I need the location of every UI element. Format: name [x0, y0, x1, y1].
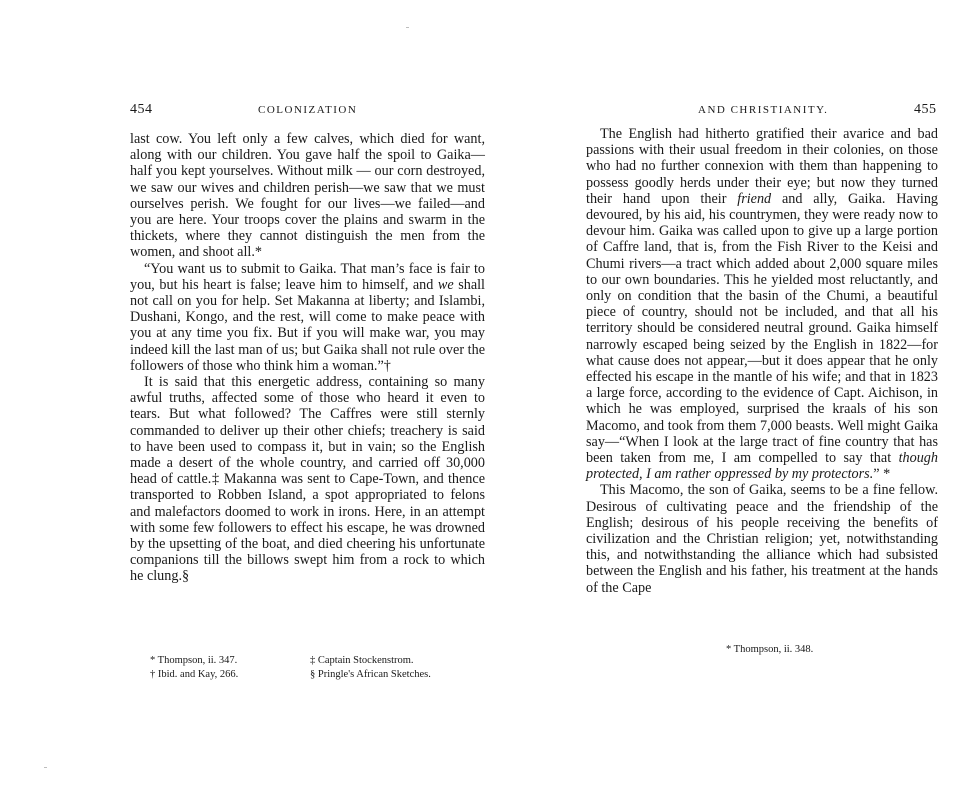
footnote: * Thompson, ii. 347. — [150, 655, 238, 666]
footnote: ‡ Captain Stockenstrom. — [310, 655, 414, 666]
paragraph-text: The English had hitherto gratified their avarice and bad passions with their usual freedom in their colonies, on those who had no further connexion with them than happening to possess goodly herds under their eye; but now they turned their hand upon their — [586, 126, 938, 207]
paragraph-text: and ally, Gaika. Having devoured, by his aid, his countrymen, they were ready now to devour him. Gaika was called upon to give up a large portion of Caffre land, that is, from the Fish River to the Keisi and Chumi rivers—a tract which added about 2,000 square miles to our own boundaries. This he yielded most reluctantly, and only on condition that the basin of the Chumi, a beautiful piece of country, should not be included, and that all his territory should be considered neutral ground. Gaika himself narrowly escaped being seized by the English in 1822—for what cause does not appear,—but it does appear that he only effected his escape in the mantle of his wife; and that in 1823 a large force, according to the evidence of Capt. Aichison, in which he was employed, surprised the kraals of his son Macomo, and took from them 7,000 beasts. Well might Gaika say—“When I look at the large tract of fine country that has been taken from me, I am compelled to say that — [586, 190, 939, 467]
footnotes-left — [150, 654, 480, 682]
running-head-right: AND CHRISTIANITY. — [698, 104, 829, 116]
scan-speck — [406, 27, 409, 28]
right-page — [490, 0, 980, 788]
italic-text: we — [437, 276, 454, 293]
paragraph-text: “You want us to submit to Gaika. That man’s face is fair to you, but his heart is false; leave him to himself, and — [130, 260, 485, 293]
footnote: § Pringle's African Sketches. — [310, 669, 431, 680]
italic-text: friend — [737, 190, 772, 207]
footnote: * Thompson, ii. 348. — [726, 644, 814, 655]
paragraph-text: ” * — [873, 466, 891, 483]
paragraph: last cow. You left only a few calves, which died for want, along with our children. You gave half the spoil to Gaika—half you kept yourselves. Without milk — our corn destroyed, we saw our wives and children perish—we saw that we must ourselves perish. We fought for our lives—we failed—and you are here. Your troops cover the plains and swarm in the thickets, where they cannot distinguish the men from the women, and shoot all.* — [130, 131, 485, 261]
scan-speck — [44, 767, 47, 768]
paragraph: This Macomo, the son of Gaika, seems to be a fine fellow. Desirous of cultivating peace and the friendship of the English; desirous of his people receiving the benefits of civilization and the Christian religion; yet, notwithstanding this, and notwithstanding the alliance which had subsisted between the English and his father, his treatment at the hands of the Cape — [586, 482, 938, 596]
right-body-text — [586, 126, 938, 596]
page-number-right: 455 — [914, 102, 937, 117]
footnote: † Ibid. and Kay, 266. — [150, 669, 239, 680]
paragraph: It is said that this energetic address, containing so many awful truths, affected some of those who heard it even to tears. But what followed? The Caffres were still sternly commanded to deliver up their other chiefs; treachery is said to have been used to compass it, but in vain; so the English made a desert of the whole country, and carried off 30,000 head of cattle.‡ Makanna was sent to Cape-Town, and thence transported to Robben Island, a spot appropriated to felons and malefactors doomed to work in irons. Here, in an attempt with some few followers to effect his escape, he was drowned by the upsetting of the boat, and died cheering his unfortunate companions till the billows swept him from a rock to which he clung.§ — [130, 374, 485, 585]
italic-text: though protected, I am rather oppressed by my protectors. — [586, 450, 938, 483]
paragraph — [586, 126, 938, 482]
page-number-left: 454 — [130, 102, 153, 117]
footnotes-right — [726, 643, 926, 657]
paragraph-text: shall not call on you for help. Set Makanna at liberty; and Islambi, Dushani, Kongo, and the rest, will come to make peace with you at any time you fix. But if you will make war, you may indeed kill the last man of us; but Gaika shall not rule over the followers of those who think him a woman.”† — [130, 276, 485, 374]
running-head-left: COLONIZATION — [258, 104, 358, 116]
left-body-text — [130, 131, 485, 585]
paragraph — [130, 261, 485, 374]
